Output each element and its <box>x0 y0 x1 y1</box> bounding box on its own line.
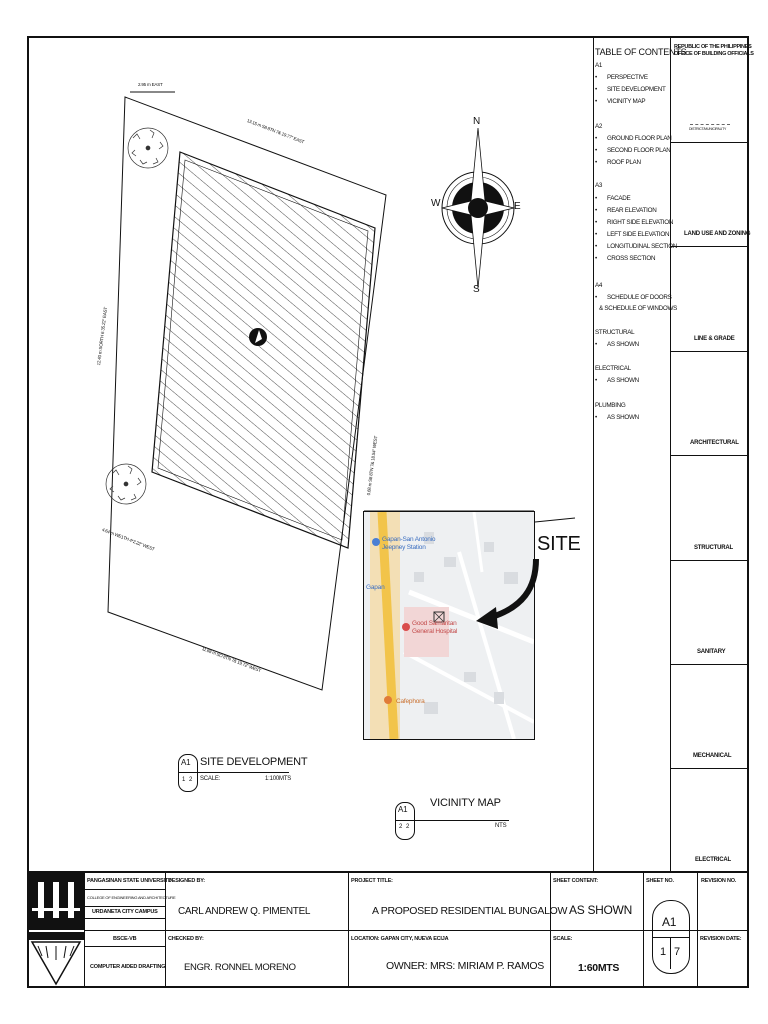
tb-sheet-content: AS SHOWN <box>569 903 632 917</box>
tree-symbol-top <box>128 128 168 168</box>
toc-item: • SECOND FLOOR PLAN <box>595 147 671 154</box>
toc-group-code: ELECTRICAL <box>595 365 631 372</box>
vicinity-ref-sheet2: 2 <box>406 824 410 830</box>
site-dev-ref-sheet: 1 <box>182 777 186 783</box>
dim-top: 13.15 m S8 8TN 7& 19.77" EAST <box>246 118 305 145</box>
approval-header-2: OFFICE OF BUILDING OFFICIALS <box>674 51 754 57</box>
toc-item: • AS SHOWN <box>595 377 639 384</box>
compass-n: N <box>473 116 481 127</box>
toc-item: • CROSS SECTION <box>595 255 656 262</box>
dim-top-small: 2.95 m EAST <box>138 82 163 87</box>
toc-item: & SCHEDULE OF WINDOWS <box>599 305 678 312</box>
university-logo-icon <box>28 872 84 988</box>
tb-scale: 1:60MTS <box>578 962 620 974</box>
map-label-hospital: Good Samaritan General Hospital <box>412 620 458 635</box>
toc-item: • GROUND FLOOR PLAN <box>595 135 672 142</box>
tb-sheet-total: 7 <box>674 946 680 958</box>
tb-college: COLLEGE OF ENGINEERING AND ARCHITECTURE <box>87 895 176 900</box>
toc-group-code: A1 <box>595 62 603 69</box>
map-label-cafe: Cafephora <box>396 698 425 705</box>
toc-item: • RIGHT SIDE ELEVATION <box>595 219 674 226</box>
approval-sanitary: SANITARY <box>697 649 726 655</box>
toc-group-code: STRUCTURAL <box>595 329 635 336</box>
dim-bottom: 11.68 m SO 8TN 7& 19.72" WEST <box>201 646 262 674</box>
approval-architectural: ARCHITECTURAL <box>690 440 739 446</box>
approval-district: DISTRICT/MUNICIPALITY <box>689 127 727 131</box>
tb-owner: OWNER: MRS: MIRIAM P. RAMOS <box>386 960 544 972</box>
toc-group-code: PLUMBING <box>595 402 626 409</box>
toc-item: • SITE DEVELOPMENT <box>595 86 666 93</box>
vicinity-scale-value: NTS <box>495 823 507 829</box>
building-footprint <box>152 152 375 548</box>
tb-location: LOCATION: GAPAN CITY, NUEVA ECIJA <box>351 936 449 942</box>
toc-group-code: A4 <box>595 282 603 289</box>
tb-sheet-content-label: SHEET CONTENT: <box>553 878 598 884</box>
dim-bottom-left: 4.64 m WE1TH 4*2.22" WEST <box>101 527 156 552</box>
approval-line-grade: LINE & GRADE <box>694 336 735 342</box>
vicinity-title: VICINITY MAP <box>430 797 501 809</box>
map-label-gapan: Gapan <box>366 584 385 591</box>
toc-item: • FACADE <box>595 195 631 202</box>
compass-s: S <box>473 284 480 295</box>
tb-designed-by-label: DESIGNED BY: <box>168 878 205 884</box>
toc-group-code: A3 <box>595 182 603 189</box>
site-label: SITE <box>537 533 581 555</box>
tb-sheet-code: A1 <box>662 915 677 929</box>
toc-item: • VICINITY MAP <box>595 98 646 105</box>
tb-sheet-num: 1 <box>660 946 666 958</box>
tb-checked-by: ENGR. RONNEL MORENO <box>184 962 296 973</box>
vicinity-ref-sheet: 2 <box>399 824 403 830</box>
toc-item: • ROOF PLAN <box>595 159 641 166</box>
toc-item: • REAR ELEVATION <box>595 207 657 214</box>
approval-mechanical: MECHANICAL <box>693 753 732 759</box>
tb-school: PANGASINAN STATE UNIVERSITY <box>87 878 172 884</box>
vicinity-ref: A1 <box>398 805 408 814</box>
approval-header-1: REPUBLIC OF THE PHILIPPINES <box>674 44 752 50</box>
tb-course: BSCE-VB <box>113 936 137 942</box>
site-dev-title: SITE DEVELOPMENT <box>200 756 308 768</box>
approval-electrical: ELECTRICAL <box>695 857 731 863</box>
tb-project-title: A PROPOSED RESIDENTIAL BUNGALOW <box>372 905 568 917</box>
compass-w: W <box>431 198 441 209</box>
toc-item: • AS SHOWN <box>595 414 639 421</box>
site-dev-ref: A1 <box>181 758 191 767</box>
dim-left: 12.40 m SORTH 6 35.22" EAST <box>96 306 109 366</box>
tb-campus: URDANETA CITY CAMPUS <box>92 909 158 915</box>
tb-checked-by-label: CHECKED BY: <box>168 936 204 942</box>
toc-item: • AS SHOWN <box>595 341 639 348</box>
toc-item: • SCHEDULE OF DOORS <box>595 294 672 301</box>
compass-e: E <box>514 201 521 212</box>
approval-land-use: LAND USE AND ZONING <box>684 231 751 237</box>
site-pointer-arrow-icon <box>470 555 550 635</box>
tb-revision-date-label: REVISION DATE: <box>700 936 742 942</box>
toc-item: • LONGITUDINAL SECTION <box>595 243 678 250</box>
site-dev-scale-label: SCALE: <box>200 776 221 782</box>
site-dev-scale-value: 1:100MTS <box>265 776 292 782</box>
north-arrow-symbol <box>249 328 267 346</box>
toc-item: • LEFT SIDE ELEVATION <box>595 231 670 238</box>
toc-group-code: A2 <box>595 123 603 130</box>
tb-subject: COMPUTER AIDED DRAFTING <box>90 964 166 970</box>
tb-sheet-no-label: SHEET NO. <box>646 878 674 884</box>
tb-scale-label: SCALE: <box>553 936 573 942</box>
tb-revision-no-label: REVISION NO. <box>701 878 737 884</box>
tb-designed-by: CARL ANDREW Q. PIMENTEL <box>178 906 311 917</box>
site-dev-ref-sheet2: 2 <box>189 777 193 783</box>
toc-item: • PERSPECTIVE <box>595 74 648 81</box>
tb-project-title-label: PROJECT TITLE: <box>351 878 393 884</box>
toc-heading: TABLE OF CONTENTS <box>595 47 687 57</box>
map-label-jeepney: Gapan-San Antonio Jeepney Station <box>382 536 436 551</box>
dim-right: 0.68 m S8 8TN 7& 18.54" WEST <box>366 435 379 496</box>
approval-structural: STRUCTURAL <box>694 545 733 551</box>
